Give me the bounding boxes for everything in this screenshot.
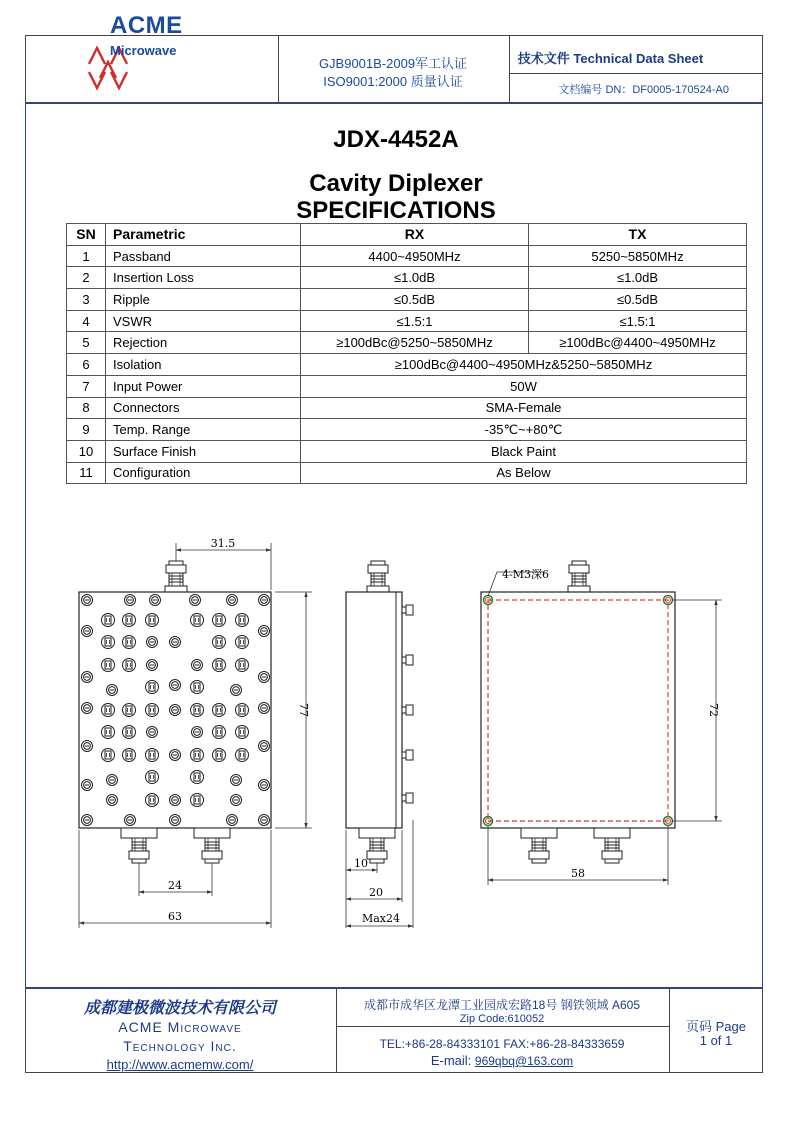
dim-top-width: 31.5 [210,537,236,550]
row-param: Isolation [106,354,301,376]
col-rx: RX [301,224,529,246]
dim-port-spacing: 24 [168,879,182,892]
row-param: Ripple [106,289,301,311]
table-row [67,397,747,419]
back-view [481,561,722,885]
col-tx: TX [529,224,747,246]
table-row [67,310,747,332]
dim-height: 77 [297,703,310,717]
page-label: 页码 Page [686,1019,746,1034]
diplexer-body-side [346,592,402,828]
row-sn: 3 [67,289,106,311]
row-param: VSWR [106,310,301,332]
side-view [346,561,413,928]
company-name-en-1: ACME Microwave [118,1019,242,1035]
dim-side-20: 20 [369,886,383,899]
row-sn: 9 [67,419,106,441]
row-sn: 2 [67,267,106,289]
table-row [67,289,747,311]
row-sn: 8 [67,397,106,419]
row-param: Configuration [106,462,301,484]
table-row [67,267,747,289]
company-name-cn: 成都建极微波技术有限公司 [83,998,276,1017]
product-name: Cavity Diplexer [309,170,483,197]
row-value: As Below [301,462,747,484]
table-row [67,354,747,376]
row-rx: ≤0.5dB [301,289,529,311]
row-tx: ≤1.5:1 [529,310,747,332]
row-tx: ≤0.5dB [529,289,747,311]
doc-number: 文档编号 DN：DF0005-170524-A0 [558,84,729,96]
table-row [67,245,747,267]
page-number: 1 of 1 [699,1033,733,1048]
dim-side-10: 10 [354,857,368,870]
company-logo-subtext: Microwave [110,43,177,58]
doc-type: 技术文件 Technical Data Sheet [517,51,704,66]
address: 成都市成华区龙潭工业园成宏路18号 钢铁领域 A605 [363,998,641,1012]
row-sn: 11 [67,462,106,484]
dim-hole-h: 72 [707,703,720,717]
email-link[interactable]: 969qbq@163.com [474,1054,574,1068]
dim-side-max: Max24 [361,912,401,925]
product-model: JDX-4452A [333,126,459,153]
specifications-heading: SPECIFICATIONS [296,197,496,224]
row-param: Temp. Range [106,419,301,441]
company-logo-text: ACME [110,12,183,39]
mechanical-drawing [0,530,792,940]
row-sn: 5 [67,332,106,354]
table-row [67,419,747,441]
row-rx: ≥100dBc@5250~5850MHz [301,332,529,354]
row-value: -35℃~+80℃ [301,419,747,441]
diplexer-body-back [481,592,675,828]
dim-hole-w: 58 [571,867,585,880]
col-parametric: Parametric [106,224,301,246]
front-view [79,537,312,928]
row-param: Insertion Loss [106,267,301,289]
row-param: Surface Finish [106,440,301,462]
row-param: Connectors [106,397,301,419]
zip-code: Zip Code:610052 [459,1013,545,1025]
email-line [336,1053,668,1068]
email-label: E-mail: [430,1053,472,1068]
col-sn: SN [67,224,106,246]
row-value: Black Paint [301,440,747,462]
row-sn: 10 [67,440,106,462]
dim-width: 63 [168,910,182,923]
table-row [67,462,747,484]
row-sn: 6 [67,354,106,376]
row-rx: ≤1.5:1 [301,310,529,332]
row-param: Rejection [106,332,301,354]
row-rx: 4400~4950MHz [301,245,529,267]
cert-iso: ISO9001:2000 质量认证 [323,74,463,89]
company-name-en-2: Technology Inc. [123,1038,237,1054]
row-tx: ≤1.0dB [529,267,747,289]
row-param: Input Power [106,375,301,397]
table-header-row [67,224,747,246]
row-sn: 7 [67,375,106,397]
row-rx: ≤1.0dB [301,267,529,289]
tel-fax: TEL:+86-28-84333101 FAX:+86-28-84333659 [379,1037,625,1051]
table-row [67,375,747,397]
row-sn: 1 [67,245,106,267]
row-tx: ≥100dBc@4400~4950MHz [529,332,747,354]
hole-note: 4-M3深6 [502,568,549,581]
row-param: Passband [106,245,301,267]
row-value: ≥100dBc@4400~4950MHz&5250~5850MHz [301,354,747,376]
row-tx: 5250~5850MHz [529,245,747,267]
row-value: SMA-Female [301,397,747,419]
website-link[interactable]: http://www.acmemw.com/ [106,1057,254,1072]
row-sn: 4 [67,310,106,332]
table-row [67,440,747,462]
row-value: 50W [301,375,747,397]
spec-table [66,223,747,484]
table-row [67,332,747,354]
cert-gjb: GJB9001B-2009军工认证 [318,56,468,71]
